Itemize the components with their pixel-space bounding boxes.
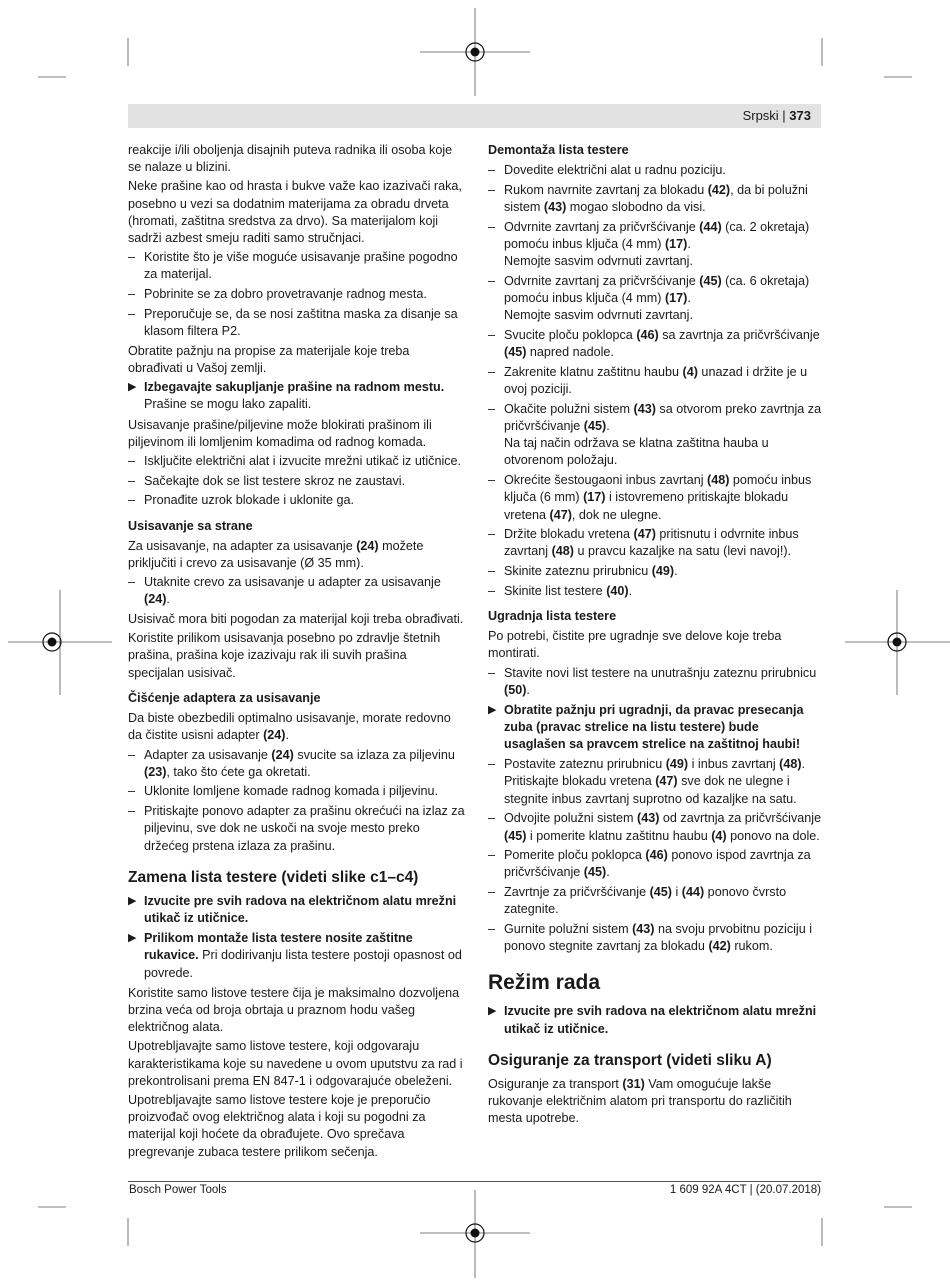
text-run: Prašine se mogu lako zapaliti. [144, 397, 312, 412]
text-run: Vam omogućuje lakše rukovanje električnim alatom pri transportu do različitih mesta upotrebe. [488, 1076, 792, 1126]
text-run: Osiguranje za transport [488, 1076, 623, 1091]
text-run: . [628, 583, 633, 598]
text-run: ponovo na dole. [726, 828, 820, 843]
text-run: i istovremeno pritiskajte blokadu vretena [504, 490, 789, 522]
bold-text: (49) [651, 564, 675, 579]
warning-item [488, 1003, 823, 1037]
heading-adapter-cleaning: Čišćenje adaptera za usisavanje [128, 690, 321, 705]
bold-text: (44) [681, 885, 705, 900]
bold-text: (43) [633, 401, 656, 416]
dash-list-item: – Pronađite uzrok blokade i uklonite ga. [128, 492, 465, 509]
bold-text: (4) [682, 364, 698, 379]
bold-text: (42) [708, 939, 731, 954]
text-run: Rukom navrnite zavrtanj za blokadu [504, 182, 708, 197]
dash-list-item [488, 219, 823, 271]
paragraph: Koristite samo listove testere čija je maksimalno dozvoljena brzina veća od broja obrtaja u praznom hodu vašeg električnog alata. [128, 985, 460, 1035]
text-run: . [687, 237, 691, 252]
dash-list-item: – Koristite što je više moguće usisavanje prašine pogodno za materijal. [128, 249, 465, 283]
bold-text: (45) [583, 865, 607, 880]
text-run: sa zavrtnja za pričvršćivanje [658, 328, 820, 343]
heading-blade-change: Zamena lista testere (videti slike c1–c4) [128, 868, 419, 886]
bold-text: (45) [699, 273, 722, 288]
bold-text: (17) [664, 291, 688, 306]
paragraph: Upotrebljavajte samo listove testere koje je preporučio proizvođač ovog električnog alata i koji su pogodni za materijal koji hoćete da obrađujete. Ovo sprečava pregrevanje zubaca testere prilikom sečenja. [128, 1092, 431, 1159]
bold-text: (50) [504, 682, 527, 697]
bold-text: (48) [779, 757, 802, 772]
dash-list-item [488, 401, 823, 470]
bold-text: (47) [633, 527, 656, 542]
text-run: Utaknite crevo za usisavanje u adapter za usisavanje [144, 575, 441, 590]
text-run: Odvojite polužni sistem [504, 811, 637, 826]
dash-list-item: – Isključite električni alat i izvucite mrežni utikač iz utičnice. [128, 453, 465, 470]
text-run: . [526, 682, 530, 697]
dash-list-item [488, 583, 823, 600]
text-run: i [671, 885, 682, 900]
dash-list-item [488, 921, 823, 955]
text-run: Adapter za usisavanje [144, 747, 272, 762]
dash-list-item [488, 884, 823, 918]
footer-brand: Bosch Power Tools [129, 1184, 227, 1196]
text-run: Okačite polužni sistem [504, 401, 634, 416]
paragraph: Koristite prilikom usisavanja posebno po zdravlje štetnih prašina, prašina koje izazivaju rak ili suvih prašina specijalan usisivač. [128, 631, 441, 680]
left-column [128, 142, 465, 1163]
paragraph [128, 538, 465, 572]
bold-text: (24) [144, 592, 167, 607]
heading-operation: Režim rada [488, 971, 601, 995]
text-run: i inbus zavrtanj [688, 757, 780, 772]
text-run: napred nadole. [526, 345, 614, 360]
text-run: Na taj način održava se klatna zaštitna hauba u otvorenom položaju. [504, 436, 769, 468]
blade-removal-section [488, 162, 823, 600]
text-run: možete priključiti i crevo za usisavanje (Ø 35 mm). [128, 538, 424, 570]
text-run: (ca. 2 okretaja) pomoću inbus ključa (4 mm) [504, 219, 810, 252]
bold-text: (48) [707, 473, 730, 488]
text-run: Postavite zateznu prirubnicu [504, 757, 666, 772]
dash-list-item: – Dovedite električni alat u radnu poziciju. [488, 162, 823, 179]
text-run: Odvrnite zavrtanj za pričvršćivanje [504, 273, 700, 288]
dash-list-item [488, 563, 823, 580]
dash-list-item [488, 756, 823, 808]
text-run: , dok ne ulegne. [571, 507, 662, 522]
dash-list-item [128, 574, 465, 608]
dash-list-item: – Sačekajte dok se list testere skroz ne zaustavi. [128, 473, 465, 490]
text-run: . [687, 291, 691, 306]
text-run: Nemojte sasvim odvrnuti zavrtanj. [504, 308, 693, 323]
bold-text: (45) [504, 828, 527, 843]
text-run: ponovo ispod zavrtnja za pričvršćivanje [504, 848, 811, 880]
text-run: pritisnutu i odvrnite inbus zavrtanj [504, 527, 799, 559]
bold-text: Obratite pažnju pri ugradnji, da pravac presecanja zuba (pravac strelice na listu testere) bude usaglašen sa pravcem strelice na zaštitnoj haubi! [504, 702, 804, 751]
bold-text: (45) [504, 345, 527, 360]
text-run: Pri dodirivanju lista testere postoji opasnost od povrede. [144, 948, 462, 980]
dash-list-item [488, 327, 823, 361]
heading-blade-install: Ugradnja lista testere [488, 609, 617, 624]
bold-text: (43) [543, 200, 567, 215]
text-run: . Pritiskajte blokadu vretena [504, 757, 806, 789]
bold-text: (24) [271, 747, 294, 762]
bold-text: (4) [711, 828, 727, 843]
text-run: , tako što ćete ga okretati. [166, 764, 311, 779]
text-run: ponovo čvrsto zategnite. [504, 885, 787, 917]
bold-text: Izvucite pre svih radova na električnom alatu mrežni utikač iz utičnice. [144, 893, 457, 925]
footer-doc-number: 1 609 92A 4CT | (20.07.2018) [669, 1184, 821, 1196]
dash-list-item: – Preporučuje se, da se nosi zaštitna maska za disanje sa klasom filtera P2. [128, 306, 465, 340]
text-run: rukom. [730, 939, 773, 954]
paragraph: Usisavanje prašine/piljevine može blokirati prašinom ili piljevinom ili lomljenim komadima od radnog komada. [128, 417, 432, 449]
bold-text: (45) [583, 419, 607, 434]
heading-blade-removal: Demontaža lista testere [488, 143, 629, 157]
text-run: Zavrtnje za pričvršćivanje [504, 885, 650, 900]
dash-list-item [488, 810, 823, 844]
text-run: . [674, 564, 678, 579]
text-run: sa otvorom preko zavrtnja za pričvršćivanje [504, 401, 822, 434]
text-run: pomoću inbus ključa (6 mm) [504, 473, 812, 505]
text-run: Gurnite polužni sistem [504, 922, 633, 937]
text-run: u pravcu kazaljke na satu (levi navoj!). [574, 544, 792, 559]
dash-list-item [488, 526, 823, 560]
bold-text: (23) [144, 764, 167, 779]
text-run: . [606, 865, 610, 880]
text-run: Skinite zateznu prirubnicu [504, 564, 652, 579]
bold-text: (46) [645, 848, 668, 863]
bold-text: (43) [632, 922, 655, 937]
bold-text: (47) [655, 774, 678, 789]
dash-list-item: – Uklonite lomljene komade radnog komada i piljevinu. [128, 783, 465, 800]
text-run: od zavrtnja za pričvršćivanje [659, 811, 822, 826]
page-number: 373 [789, 108, 811, 123]
paragraph: Po potrebi, čistite pre ugradnje sve delove koje treba montirati. [488, 629, 782, 661]
bold-text: (48) [551, 544, 575, 559]
paragraph: Neke prašine kao od hrasta i bukve važe kao izazivači raka, posebno u vezi sa dodatnim materijama za obradu drveta (hromati, zaštitna sredstva za drvo). Sa materijalom koji sadrži azbest smeju raditi samo stručnjaci. [128, 179, 462, 246]
warning-item [128, 893, 465, 927]
text-run: Da biste obezbedili optimalno usisavanje, morate redovno da čistite usisni adapter [128, 711, 451, 743]
footer-rule [128, 1181, 821, 1182]
text-run: . [285, 728, 290, 743]
bold-text: Izbegavajte sakupljanje prašine na radnom mestu. [144, 380, 445, 395]
header-separator: | [778, 108, 790, 123]
bold-text: (45) [649, 885, 672, 900]
blade-change-section [128, 893, 465, 1161]
paragraph [488, 1076, 823, 1128]
right-column [488, 142, 823, 1129]
text-run: Odvrnite zavrtanj za pričvršćivanje [504, 219, 700, 234]
text-run: sve dok ne ulegne i stegnite inbus zavrtanj suprotno od kazaljke na satu. [504, 774, 797, 806]
heading-transport-lock: Osiguranje za transport (videti sliku A) [488, 1051, 772, 1069]
bold-text: (47) [549, 507, 572, 522]
warning-item [488, 702, 823, 754]
adapter-cleaning-section [128, 710, 465, 855]
bold-text: (46) [636, 328, 659, 343]
paragraph: reakcije i/ili oboljenja disajnih puteva radnika ili osoba koje se nalaze u blizini. [128, 143, 453, 175]
dust-hazard-section [128, 142, 465, 510]
text-run: Držite blokadu vretena [504, 527, 634, 542]
text-run: (ca. 6 okretaja) pomoću inbus ključa (4 mm) [504, 273, 810, 306]
warning-item [128, 930, 465, 982]
paragraph: Obratite pažnju na propise za materijale koje treba obrađivati u Vašoj zemlji. [128, 343, 410, 375]
dash-list-item [488, 273, 823, 325]
text-run: Svucite ploču poklopca [504, 328, 637, 343]
text-run: Zakrenite klatnu zaštitnu haubu [504, 364, 683, 379]
text-run: na svoju prvobitnu poziciju i ponovo stegnite zavrtanj za blokadu [504, 922, 813, 954]
dash-list-item: – Pobrinite se za dobro provetravanje radnog mesta. [128, 286, 465, 303]
side-extraction-section [128, 538, 465, 682]
text-run: svucite sa izlaza za piljevinu [293, 747, 455, 762]
heading-side-extraction: Usisavanje sa strane [128, 518, 253, 533]
text-run: Stavite novi list testere na unutrašnju zateznu prirubnicu [504, 665, 817, 680]
paragraph [128, 710, 465, 744]
bold-text: Izvucite pre svih radova na električnom alatu mrežni utikač iz utičnice. [504, 1004, 817, 1036]
operation-section [488, 1003, 823, 1037]
bold-text: (42) [707, 182, 731, 197]
section-name: Srpski [742, 108, 779, 123]
paragraph: Upotrebljavajte samo listove testere, koji odgovaraju karakteristikama koje su navedene u ovom uputstvu za rad i prekontrolisani prema EN 847-1 i odgovarajuće obeleženi. [128, 1039, 463, 1088]
warning-item [128, 379, 465, 413]
dash-list-item: – Pritiskajte ponovo adapter za prašinu okrećući na izlaz za piljevinu, sve dok ne uskoči na svoje mesto preko držećeg prstena izlaza za prašinu. [128, 803, 465, 855]
text-run: Nemojte sasvim odvrnuti zavrtanj. [504, 254, 693, 269]
text-run: Pomerite ploču poklopca [504, 848, 646, 863]
dash-list-item [488, 364, 823, 398]
bold-text: (49) [665, 757, 689, 772]
page-header [743, 108, 811, 124]
bold-text: (43) [637, 811, 660, 826]
dash-list-item [488, 847, 823, 881]
dash-list-item [488, 665, 823, 699]
text-run: mogao slobodno da visi. [566, 200, 706, 215]
bold-text: (44) [699, 219, 722, 234]
blade-install-section [488, 628, 823, 955]
text-run: , da bi polužni sistem [504, 182, 808, 215]
bold-text: (17) [664, 237, 688, 252]
text-run: i pomerite klatnu zaštitnu haubu [526, 828, 712, 843]
paragraph: Usisivač mora biti pogodan za materijal koji treba obrađivati. [128, 612, 464, 627]
bold-text: (17) [583, 490, 606, 505]
bold-text: (40) [606, 583, 629, 598]
text-run: Okrećite šestougaoni inbus zavrtanj [504, 473, 708, 488]
text-run: Skinite list testere [504, 583, 607, 598]
dash-list-item [488, 472, 823, 524]
text-run: unazad i držite je u ovoj poziciji. [504, 364, 808, 397]
dash-list-item [488, 182, 823, 216]
text-run: Za usisavanje, na adapter za usisavanje [128, 538, 357, 553]
bold-text: Prilikom montaže lista testere nosite zaštitne rukavice. [144, 931, 413, 963]
bold-text: (24) [263, 728, 286, 743]
text-run: . [606, 419, 610, 434]
transport-lock-section [488, 1076, 823, 1128]
page-header-bar [128, 104, 821, 128]
bold-text: (31) [622, 1076, 645, 1091]
dash-list-item [128, 747, 465, 781]
text-run: . [166, 592, 170, 607]
bold-text: (24) [356, 538, 379, 553]
